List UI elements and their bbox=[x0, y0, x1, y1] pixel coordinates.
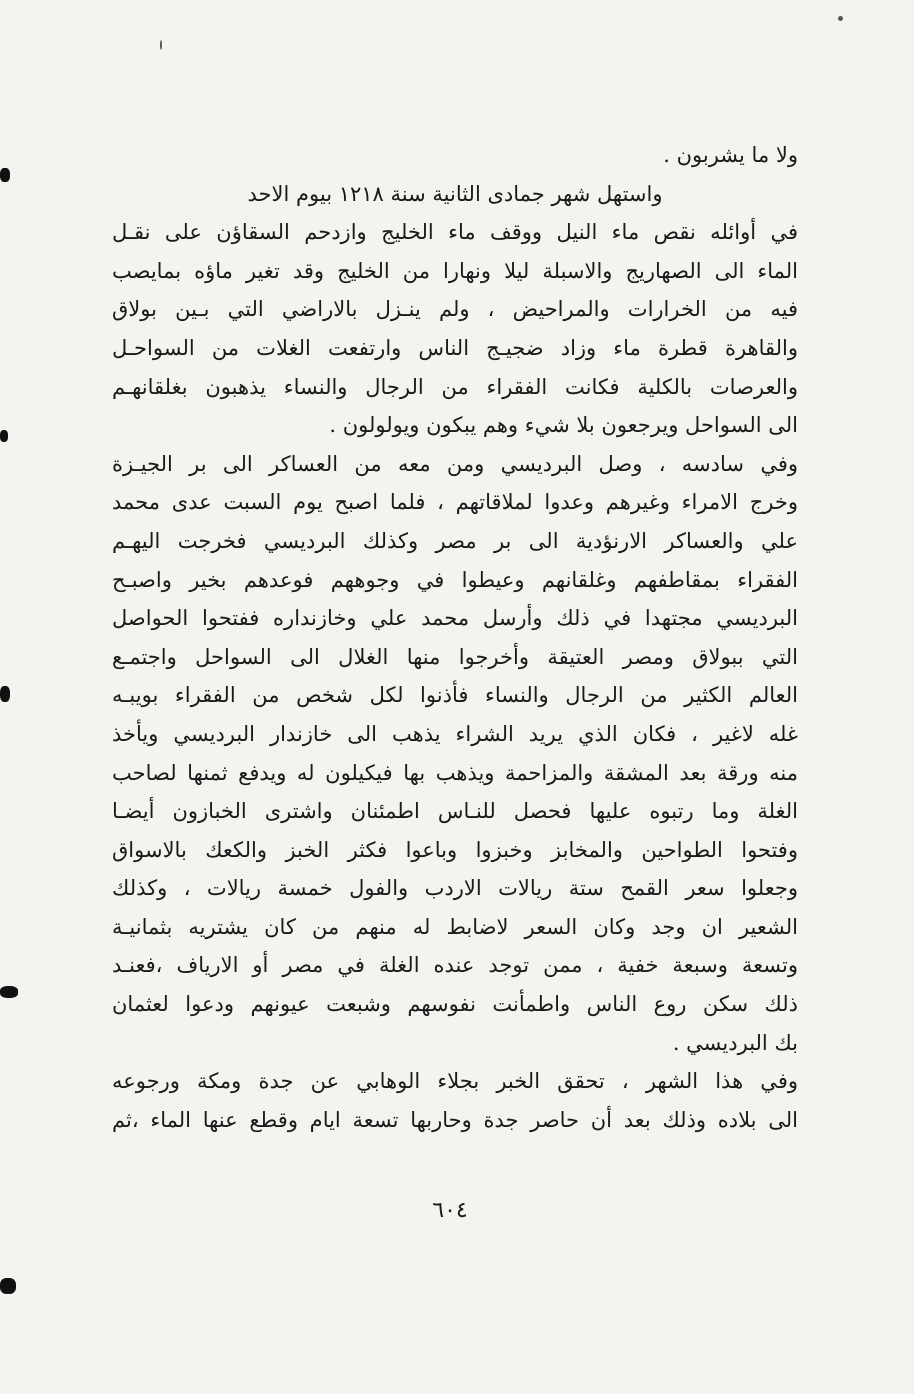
scan-mark bbox=[0, 686, 10, 702]
text-line: علي والعساكر الارنؤدية الى بر مصر وكذلك البرديسي فخرجت اليهـم bbox=[112, 528, 798, 553]
text-line: وفي سادسه ، وصل البرديسي ومن معه من العساكر الى بر الجيـزة bbox=[112, 451, 798, 476]
scan-mark bbox=[0, 430, 8, 442]
text-line: وفتحوا الطواحين والمخابز وخبزوا وباعوا فكثر الخبز والكعك بالاسواق bbox=[112, 837, 798, 862]
text-line: وخرج الامراء وغيرهم وعدوا لملاقاتهم ، فلما اصبح يوم السبت عدى محمد bbox=[112, 490, 798, 515]
scan-speck bbox=[160, 40, 162, 50]
text-line: الغلة وما رتبوه عليها فحصل للنـاس اطمئنان واشترى الخبازون أيضـا bbox=[112, 799, 798, 824]
text-line: منه ورقة بعد المشقة والمزاحمة ويذهب بها فيكيلون له ويدفع ثمنها لصاحب bbox=[112, 760, 798, 785]
text-line: الى بلاده وذلك بعد أن حاصر جدة وحاربها تسعة ايام وقطع عنها الماء ،ثم bbox=[112, 1107, 798, 1132]
text-line: في أوائله نقص ماء النيل ووقف ماء الخليج وازدحم السقاؤن على نقـل bbox=[112, 220, 798, 245]
text-line: الشعير ان وجد وكان السعر لاضابط له منهم من كان يشتريه بثمانيـة bbox=[112, 914, 798, 939]
text-line: والقاهرة قطرة ماء وزاد ضجيـج الناس وارتفعت الغلات من السواحـل bbox=[112, 335, 798, 360]
text-line: الفقراء بمقاطفهم وغلقانهم وعيطوا في وجوههم فوعدهم بخير واصبـح bbox=[112, 567, 798, 592]
scan-mark bbox=[0, 168, 10, 182]
text-line: غله لاغير ، فكان الذي يريد الشراء يذهب الى خازندار البرديسي ويأخذ bbox=[112, 721, 798, 746]
text-line: البرديسي مجتهدا في ذلك وأرسل محمد علي وخازنداره ففتحوا الحواصل bbox=[112, 606, 798, 631]
scan-mark bbox=[0, 1278, 16, 1294]
scan-speck bbox=[838, 16, 843, 21]
text-line: الماء الى الصهاريج والاسبلة ليلا ونهارا من الخليج وقد تغير ماؤه بمايصب bbox=[112, 258, 798, 283]
text-line: فيه من الخرارات والمراحيض ، ولم ينـزل بالاراضي التي بـين بولاق bbox=[112, 297, 798, 322]
text-line: بك البرديسي . bbox=[672, 1030, 798, 1055]
text-line: ولا ما يشربون . bbox=[663, 143, 798, 167]
body-text bbox=[112, 136, 798, 1139]
text-line: التي ببولاق ومصر العتيقة وأخرجوا منها الغلال الى السواحل واجتمـع bbox=[112, 644, 798, 669]
text-line: ذلك سكن روع الناس واطمأنت نفوسهم وشبعت عيونهم ودعوا لعثمان bbox=[112, 992, 798, 1017]
page-number: ٦٠٤ bbox=[432, 1198, 468, 1223]
text-line: وفي هذا الشهر ، تحقق الخبر بجلاء الوهابي عن جدة ومكة ورجوعه bbox=[112, 1069, 798, 1094]
scan-mark bbox=[0, 986, 18, 998]
section-heading: واستهل شهر جمادى الثانية سنة ١٢١٨ بيوم الاحد bbox=[247, 181, 663, 206]
text-line: وجعلوا سعر القمح ستة ريالات الاردب والفول خمسة ريالات ، وكذلك bbox=[112, 876, 798, 901]
text-line: وتسعة وسبعة خفية ، ممن توجد عنده الغلة في مصر أو الارياف ،فعنـد bbox=[112, 953, 798, 978]
text-line: والعرصات بالكلية فكانت الفقراء من الرجال والنساء يذهبون بغلقانهـم bbox=[112, 374, 798, 399]
text-line: العالم الكثير من الرجال والنساء فأذنوا لكل شخص من الفقراء بويبـه bbox=[112, 683, 798, 708]
text-line: الى السواحل ويرجعون بلا شيء وهم يبكون ويولولون . bbox=[329, 413, 798, 438]
